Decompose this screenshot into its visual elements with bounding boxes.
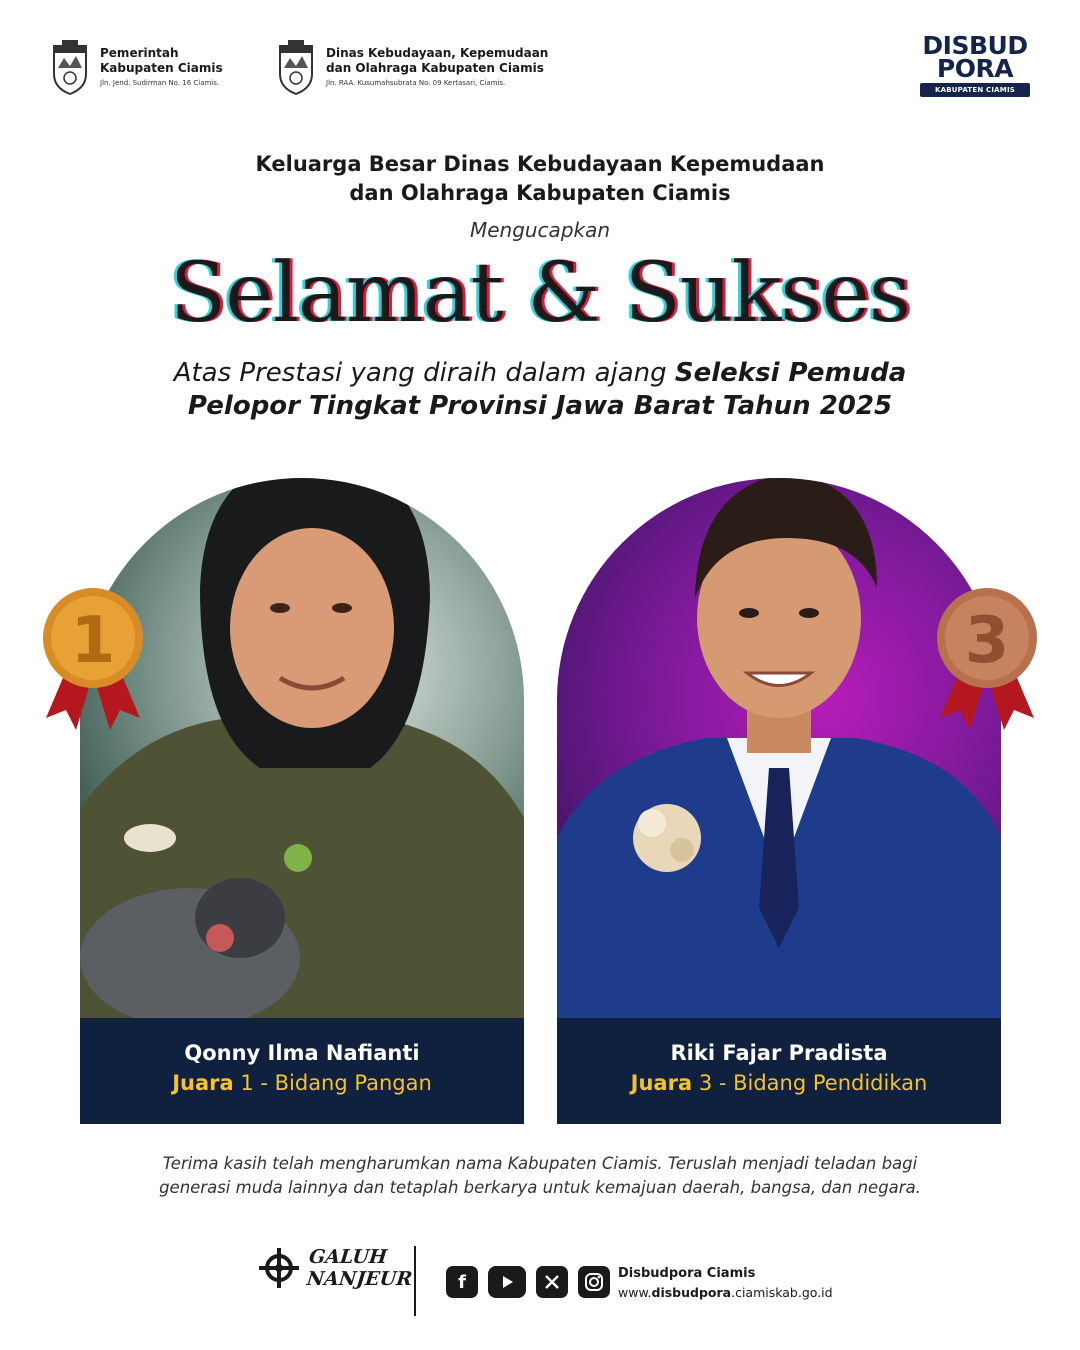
org-name-line2: dan Olahraga Kabupaten Ciamis <box>326 61 544 76</box>
winner-plate <box>557 1018 1001 1124</box>
medal-number: 1 <box>70 604 116 678</box>
tagline-line1: GALUH <box>308 1246 389 1268</box>
org-address: Jln. Jend. Sudirman No. 16 Ciamis. <box>100 79 220 88</box>
org-name-line1: Pemerintah <box>100 46 179 61</box>
rank-word: Juara <box>172 1071 234 1095</box>
bronze-medal-icon <box>932 586 1042 736</box>
rank-detail: 1 - Bidang Pangan <box>233 1071 432 1095</box>
galuh-nanjeur-logo <box>258 1246 413 1290</box>
org-address: Jln. RAA. Kusumahsubrata No. 09 Kertasari, Ciamis. <box>326 79 506 88</box>
website-link[interactable] <box>618 1283 833 1302</box>
x-icon[interactable] <box>536 1266 568 1298</box>
brand-line1: DISBUD <box>922 31 1028 60</box>
winner-name: Qonny Ilma Nafianti <box>184 1041 420 1065</box>
rank-word: Juara <box>630 1071 693 1095</box>
winner-1-photo <box>80 478 524 1023</box>
youtube-icon[interactable] <box>488 1266 526 1298</box>
ciamis-seal-icon <box>276 38 316 96</box>
disbudpora-logo <box>920 31 1030 97</box>
gold-medal-icon <box>38 586 148 736</box>
winner-rank <box>80 1068 524 1098</box>
instagram-icon[interactable] <box>578 1266 610 1298</box>
site-bold: disbudpora <box>651 1285 732 1300</box>
ciamis-seal-icon <box>50 38 90 96</box>
facebook-icon[interactable]: f <box>446 1266 478 1298</box>
tagline-line2: NANJEUR <box>305 1268 414 1290</box>
greeting: Mengucapkan <box>469 218 611 242</box>
footer-divider <box>414 1246 416 1316</box>
org-name-line2: Kabupaten Ciamis <box>100 61 223 76</box>
winner-2-photo <box>557 478 1001 1023</box>
winner-card-2 <box>557 478 1001 1124</box>
rank-detail: 3 - Bidang Pendidikan <box>692 1071 928 1095</box>
contact-info <box>618 1264 833 1302</box>
compass-emblem-icon <box>258 1247 300 1289</box>
subtitle-plain: Atas Prestasi yang diraih dalam ajang <box>173 358 675 388</box>
winner-plate <box>80 1018 524 1124</box>
winner-rank <box>557 1068 1001 1098</box>
thanks-line1: Terima kasih telah mengharumkan nama Kabupaten Ciamis. Teruslah menjadi teladan bagi <box>162 1154 918 1173</box>
subtitle-bold-2: Pelopor Tingkat Provinsi Jawa Barat Tahun 2025 <box>187 391 893 421</box>
social-links <box>446 1266 610 1298</box>
photo-background <box>557 478 1001 1023</box>
winner-card-1 <box>80 478 524 1124</box>
site-suffix: .ciamiskab.go.id <box>731 1285 833 1300</box>
intro-line1: Keluarga Besar Dinas Kebudayaan Kepemudaan <box>255 152 825 176</box>
headline: Selamat & Sukses <box>170 246 910 341</box>
medal-number: 3 <box>964 604 1010 678</box>
footer <box>0 1246 1080 1316</box>
account-name: Disbudpora Ciamis <box>618 1266 756 1281</box>
org-disbudpora <box>276 38 548 96</box>
site-prefix: www. <box>618 1285 652 1300</box>
org-name-line1: Dinas Kebudayaan, Kepemudaan <box>326 46 549 61</box>
photo-background <box>80 478 524 1023</box>
intro-heading <box>0 150 1080 208</box>
thanks-line2: generasi muda lainnya dan tetaplah berkarya untuk kemajuan daerah, bangsa, dan negara. <box>159 1178 921 1197</box>
brand-sub: KABUPATEN CIAMIS <box>920 83 1030 97</box>
thanks-message <box>0 1152 1080 1200</box>
winner-name: Riki Fajar Pradista <box>670 1041 888 1065</box>
subtitle-bold-1: Seleksi Pemuda <box>674 358 907 388</box>
org-pemkab <box>50 38 223 96</box>
brand-line2: PORA <box>936 54 1014 83</box>
subtitle <box>0 357 1080 423</box>
intro-line2: dan Olahraga Kabupaten Ciamis <box>349 181 731 205</box>
